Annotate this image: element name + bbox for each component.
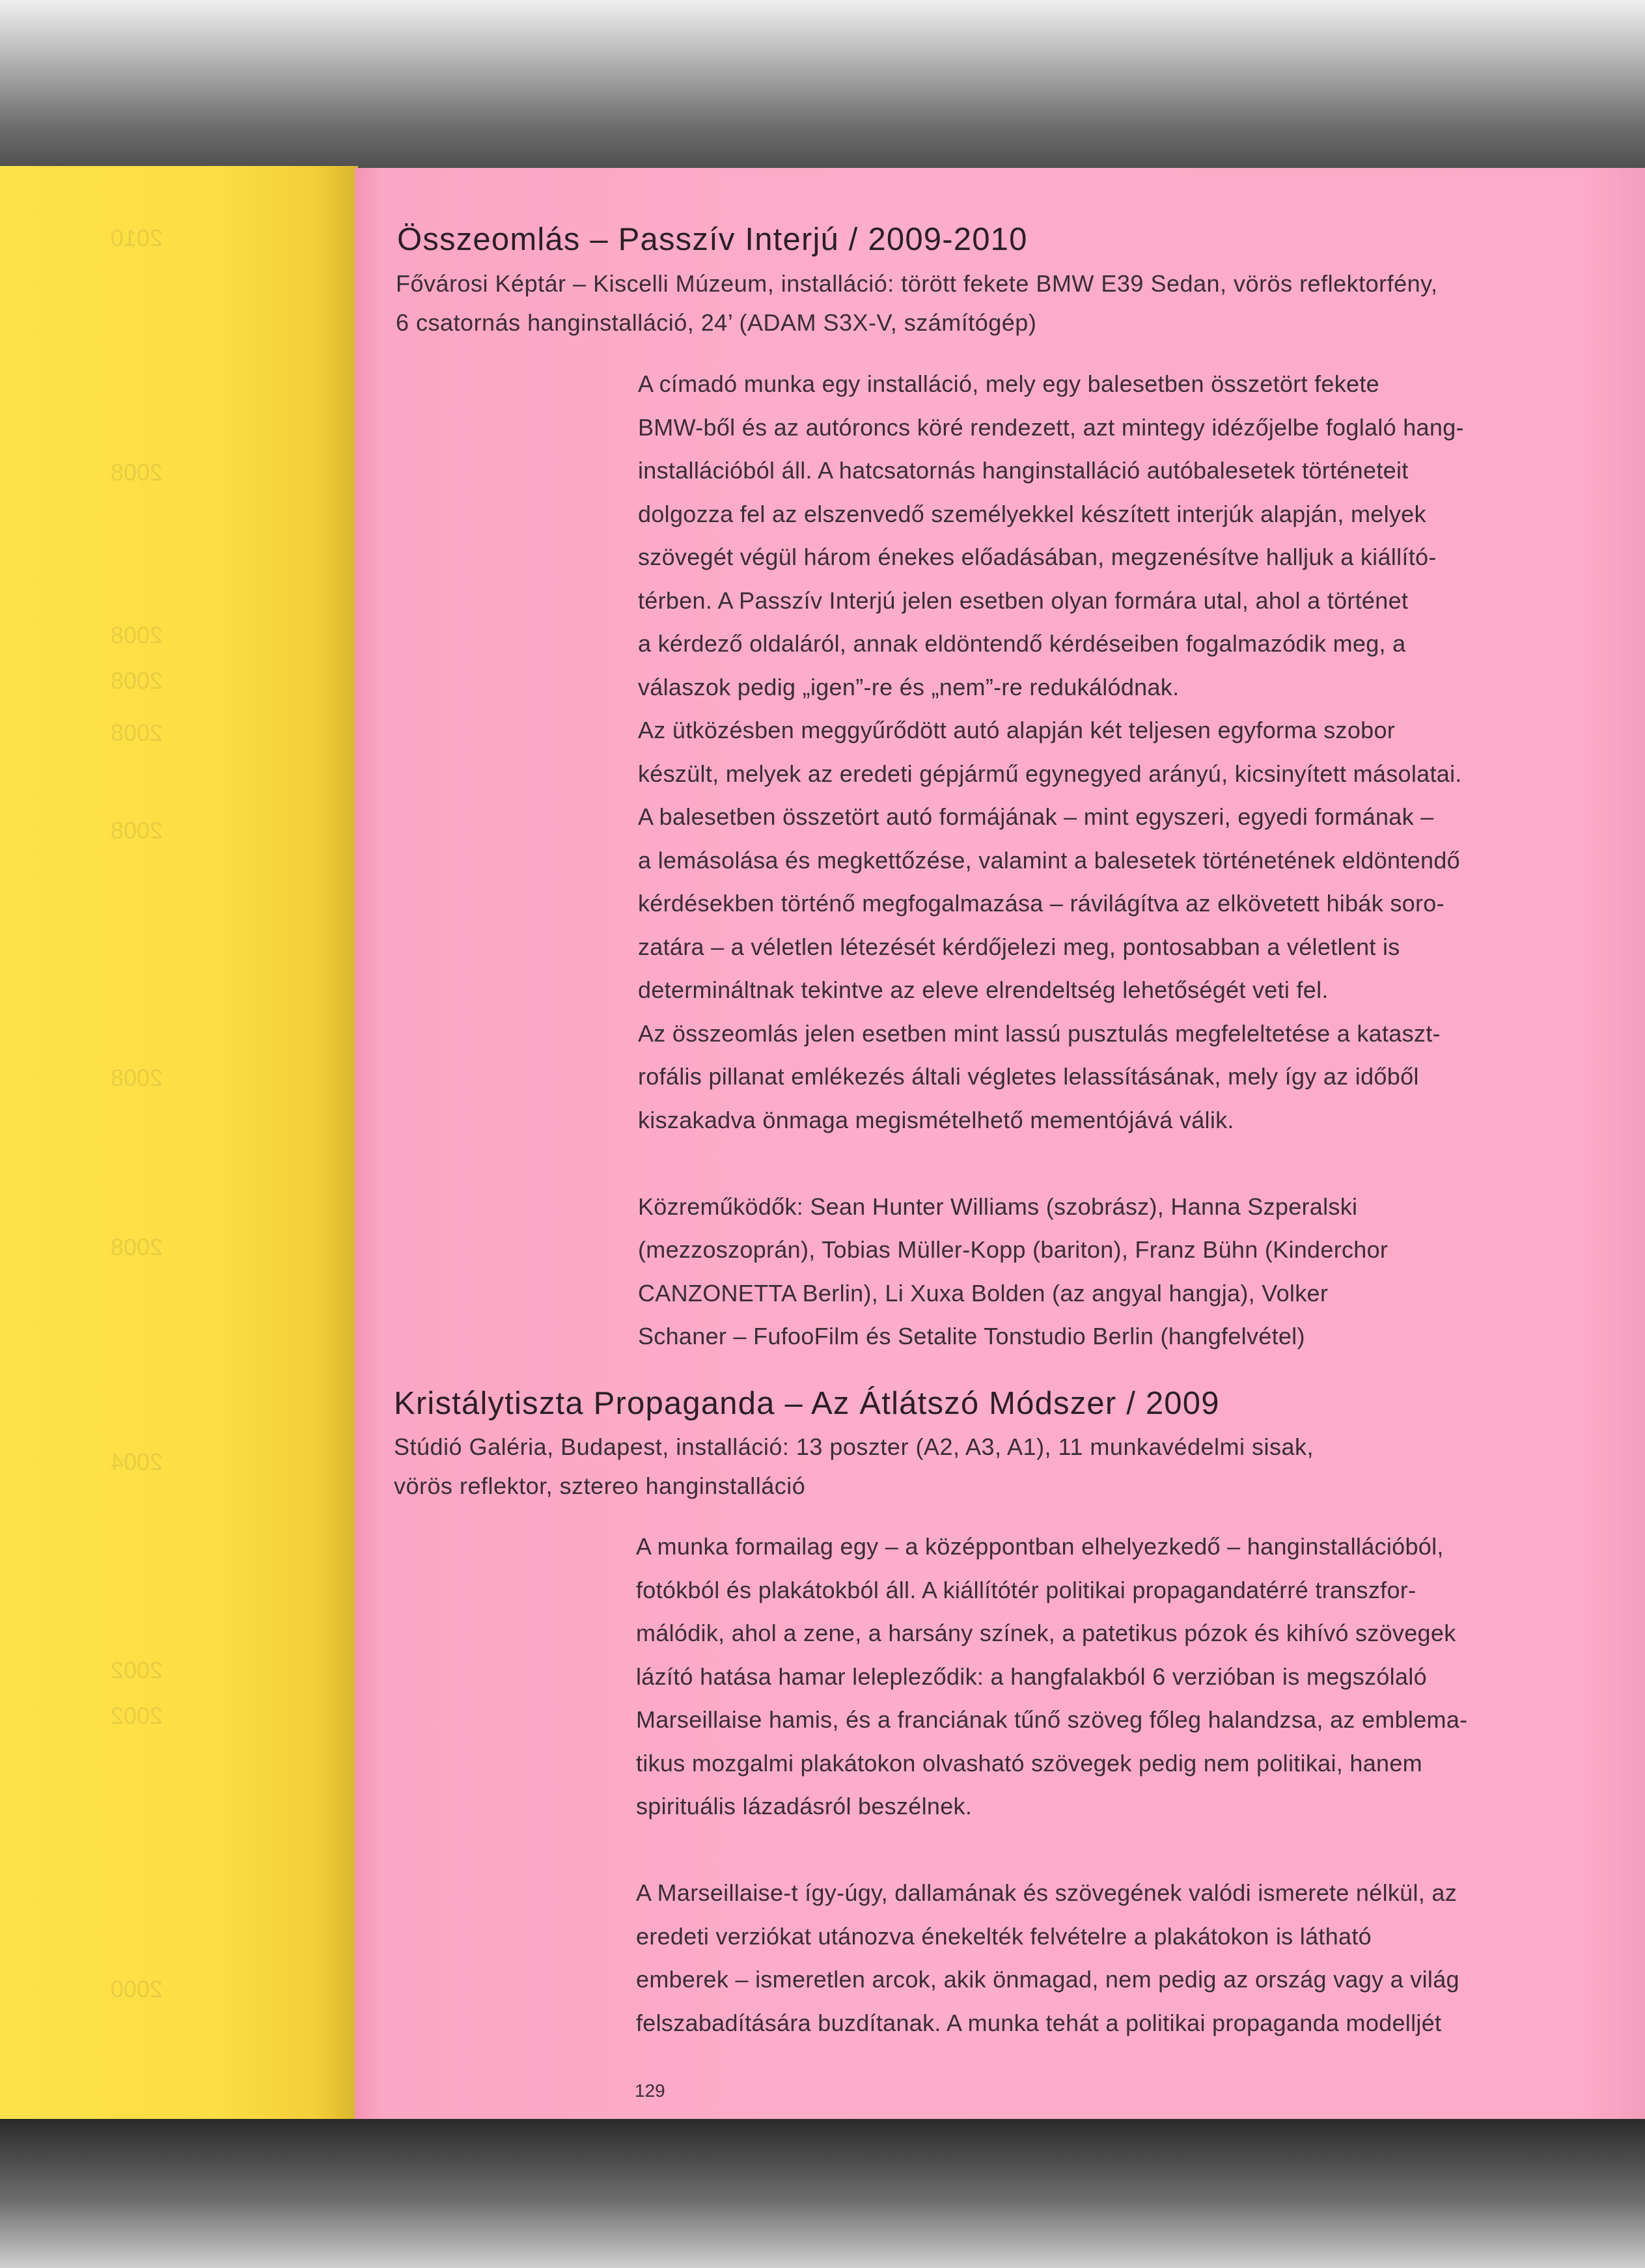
- work-title: Kristálytiszta Propaganda – Az Átlátszó Módszer / 2009: [394, 1386, 1220, 1421]
- work-details: [396, 264, 1438, 342]
- work-details-line: Fővárosi Képtár – Kiscelli Múzeum, installáció: törött fekete BMW E39 Sedan, vörös reflektorfény,: [396, 270, 1438, 297]
- work-details: [394, 1428, 1314, 1506]
- text-line: installációból áll. A hatcsatornás hanginstalláció autóbalesetek történeteit: [638, 457, 1409, 484]
- work-details-line: 6 csatornás hanginstalláció, 24’ (ADAM S3X-V, számítógép): [396, 309, 1037, 336]
- text-line: tikus mozgalmi plakátokon olvasható szövegek pedig nem politikai, hanem: [636, 1749, 1422, 1777]
- text-line: málódik, ahol a zene, a harsány színek, a patetikus pózok és kihívó szövegek: [636, 1620, 1456, 1646]
- text-line: Az összeomlás jelen esetben mint lassú pusztulás megfeleltetése a kataszt-: [638, 1019, 1441, 1047]
- work-title: Összeomlás – Passzív Interjú / 2009-2010: [397, 222, 1028, 257]
- text-line: dolgozza fel az elszenvedő személyekkel készített interjúk alapján, melyek: [638, 500, 1426, 527]
- text-line: determináltnak tekintve az eleve elrendeltség lehetőségét veti fel.: [638, 976, 1329, 1003]
- ghost-year: 2000: [110, 1976, 163, 2002]
- text-line: felszabadítására buzdítanak. A munka tehát a politikai propaganda modelljét: [636, 2009, 1442, 2036]
- text-line: térben. A Passzív Interjú jelen esetben olyan formára utal, ahol a történet: [638, 587, 1409, 614]
- ghost-year: 2002: [110, 1657, 163, 1683]
- work-description: [636, 1525, 1467, 2045]
- text-line: a lemásolása és megkettőzése, valamint a balesetek történetének eldöntendő: [638, 846, 1460, 874]
- ghost-year: 2008: [110, 1234, 163, 1260]
- paragraph-gap: [636, 1829, 1467, 1872]
- left-page-show-through: [0, 166, 352, 2119]
- work-details-line: Stúdió Galéria, Budapest, installáció: 13 poszter (A2, A3, A1), 11 munkavédelmi sisak,: [394, 1433, 1314, 1460]
- credits-line: (mezzoszoprán), Tobias Müller-Kopp (bariton), Franz Bühn (Kinderchor: [638, 1236, 1389, 1263]
- text-line: A munka formailag egy – a középpontban elhelyezkedő – hanginstallációból,: [636, 1533, 1444, 1560]
- text-line: fotókból és plakátokból áll. A kiállítótér politikai propagandatérré transzfor-: [636, 1576, 1417, 1603]
- text-line: emberek – ismeretlen arcok, akik önmagad, nem pedig az ország vagy a világ: [636, 1966, 1459, 1993]
- text-line: A címadó munka egy installáció, mely egy balesetben összetört fekete: [638, 370, 1380, 397]
- work-description: [638, 363, 1464, 1359]
- text-line: Az ütközésben meggyűrődött autó alapján két teljesen egyforma szobor: [638, 717, 1396, 743]
- text-line: eredeti verziókat utánozva énekelték felvételre a plakátokon is látható: [636, 1922, 1372, 1950]
- scanner-bottom-margin: [0, 2119, 1645, 2268]
- text-line: készült, melyek az eredeti gépjármű egynegyed arányú, kicsinyített másolatai.: [638, 760, 1462, 787]
- ghost-year: 2008: [110, 622, 163, 648]
- ghost-year: 2008: [110, 719, 163, 746]
- ghost-year: 2008: [110, 817, 163, 844]
- text-line: A Marseillaise-t így-úgy, dallamának és szövegének valódi ismerete nélkül, az: [636, 1879, 1458, 1906]
- text-line: kérdésekben történő megfogalmazása – rávilágítva az elkövetett hibák soro-: [638, 890, 1445, 917]
- ghost-year: 2008: [110, 667, 163, 694]
- text-line: szövegét végül három énekes előadásában, megzenésítve halljuk a kiállító-: [638, 544, 1437, 570]
- credits-line: Schaner – FufooFilm és Setalite Tonstudio Berlin (hangfelvétel): [638, 1323, 1305, 1349]
- text-line: spirituális lázadásról beszélnek.: [636, 1793, 973, 1819]
- text-line: Marseillaise hamis, és a franciának tűnő szöveg főleg halandzsa, az emblema-: [636, 1706, 1468, 1733]
- text-line: a kérdező oldaláról, annak eldöntendő kérdéseiben fogalmazódik meg, a: [638, 630, 1406, 657]
- left-page-yellow: [0, 166, 358, 2122]
- text-line: A balesetben összetört autó formájának – mint egyszeri, egyedi formának –: [638, 803, 1434, 830]
- credits-line: Közreműködők: Sean Hunter Williams (szobrász), Hanna Szperalski: [638, 1193, 1358, 1220]
- text-line: BMW-ből és az autóroncs köré rendezett, azt mintegy idézőjelbe foglaló hang-: [638, 413, 1464, 441]
- ghost-year: 2008: [110, 459, 163, 486]
- right-page-pink: [355, 168, 1645, 2120]
- ghost-year: 2004: [110, 1448, 163, 1475]
- ghost-year: 2010: [110, 225, 163, 251]
- text-line: lázító hatása hamar lelepleződik: a hangfalakból 6 verzióban is megszólaló: [636, 1663, 1427, 1690]
- work-details-line: vörös reflektor, sztereo hanginstalláció: [394, 1473, 806, 1499]
- ghost-year: 2002: [110, 1702, 163, 1729]
- page-number: 129: [635, 2081, 665, 2101]
- paragraph-gap: [638, 1142, 1464, 1185]
- text-line: zatára – a véletlen létezését kérdőjelezi meg, pontosabban a véletlent is: [638, 933, 1400, 960]
- credits-line: CANZONETTA Berlin), Li Xuxa Bolden (az angyal hangja), Volker: [638, 1279, 1329, 1307]
- text-line: válaszok pedig „igen”-re és „nem”-re redukálódnak.: [638, 673, 1180, 700]
- scanner-top-margin: [0, 0, 1645, 169]
- text-line: kiszakadva önmaga megismételhető mementójává válik.: [638, 1106, 1234, 1133]
- ghost-year: 2008: [110, 1064, 163, 1091]
- text-line: rofális pillanat emlékezés általi végletes lelassításának, mely így az időből: [638, 1063, 1419, 1090]
